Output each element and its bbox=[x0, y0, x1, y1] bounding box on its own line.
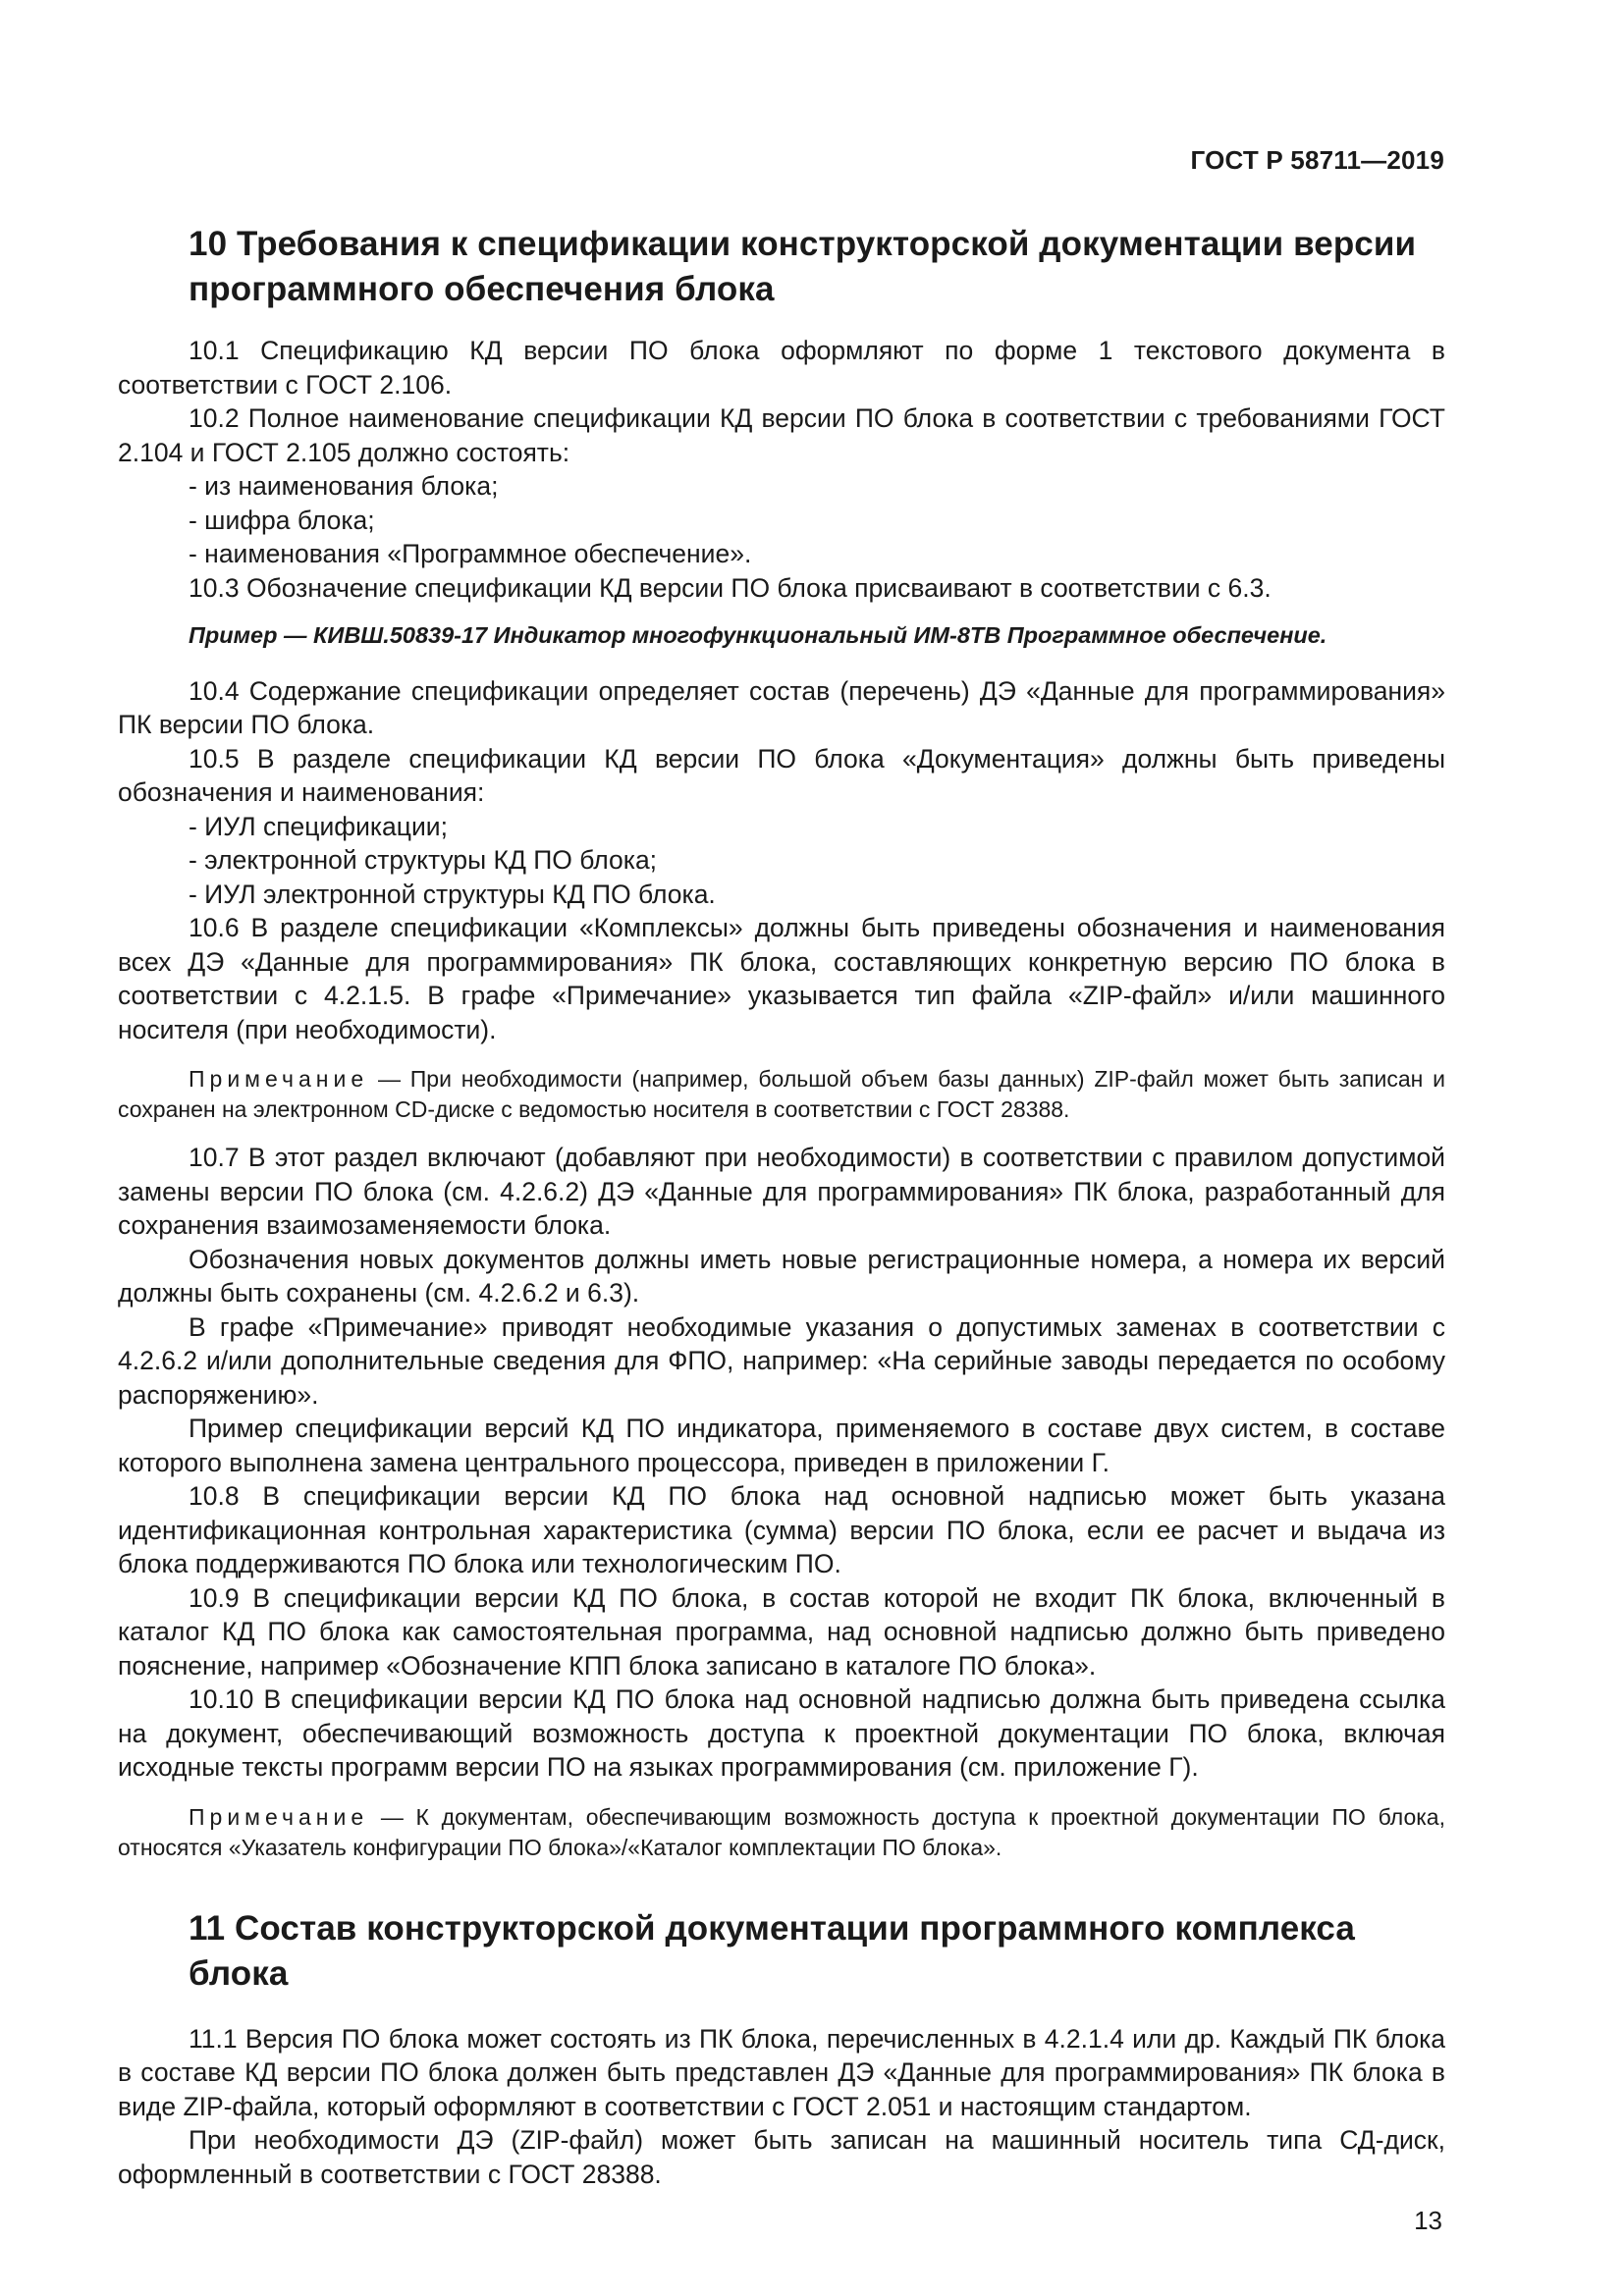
note-2 bbox=[118, 1802, 1445, 1863]
note-label: Примечание bbox=[189, 1066, 369, 1092]
note-text: — При необходимости (например, большой объем базы данных) ZIP-файл может быть записан и сохранен на электронном CD-диске с ведомостью носителя в соответствии с ГОСТ 28388. bbox=[118, 1066, 1445, 1122]
paragraph-10-2: 10.2 Полное наименование спецификации КД версии ПО блока в соответствии с требованиями ГОСТ 2.104 и ГОСТ 2.105 должно состоять: bbox=[118, 403, 1445, 467]
section-11-title: 11 Состав конструкторской документации программного комплекса блока bbox=[189, 1908, 1355, 1993]
paragraph-10-3: 10.3 Обозначение спецификации КД версии ПО блока присваивают в соответствии с 6.3. bbox=[189, 572, 1272, 603]
document-id-header: ГОСТ Р 58711—2019 bbox=[1190, 145, 1444, 175]
paragraph-10-10: 10.10 В спецификации версии КД ПО блока над основной надписью должна быть приведена ссылка на документ, обеспечивающий возможность доступа к проектной документации ПО блока, включая исходные тексты программ версии ПО на языках программирования (см. приложение Г). bbox=[118, 1684, 1445, 1782]
paragraph-10-4: 10.4 Содержание спецификации определяет состав (перечень) ДЭ «Данные для программирования» ПК версии ПО блока. bbox=[118, 675, 1445, 739]
page-number: 13 bbox=[1414, 2206, 1442, 2235]
note-1 bbox=[118, 1064, 1445, 1125]
paragraph-11-1b: При необходимости ДЭ (ZIP-файл) может быть записан на машинный носитель типа СД-диск, оформленный в соответствии с ГОСТ 28388. bbox=[118, 2125, 1445, 2189]
list-item: - наименования «Программное обеспечение». bbox=[189, 539, 752, 568]
paragraph-11-1: 11.1 Версия ПО блока может состоять из ПК блока, перечисленных в 4.2.1.4 или др. Каждый ПК блока в составе КД версии ПО блока должен быть представлен ДЭ «Данные для программирования» ПК блока в виде ZIP-файла, который оформляют в соответствии с ГОСТ 2.051 и настоящим стандартом. bbox=[118, 2023, 1445, 2121]
page-content bbox=[118, 222, 1445, 2191]
list-item: - из наименования блока; bbox=[189, 471, 499, 501]
example-paragraph: Пример — КИВШ.50839-17 Индикатор многофункциональный ИМ-8ТВ Программное обеспечение. bbox=[189, 622, 1327, 648]
paragraph-10-7c: В графе «Примечание» приводят необходимые указания о допустимых заменах в соответствии с 4.2.6.2 и/или дополнительные сведения для ФПО, например: «На серийные заводы передается по особому распоряжению». bbox=[118, 1311, 1445, 1410]
paragraph-10-7b: Обозначения новых документов должны иметь новые регистрационные номера, а номера их версий должны быть сохранены (см. 4.2.6.2 и 6.3). bbox=[118, 1244, 1445, 1308]
section-10-title: 10 Требования к спецификации конструкторской документации версии программного обеспечения блока bbox=[189, 225, 1417, 308]
list-item: - шифра блока; bbox=[189, 505, 375, 535]
paragraph-10-5: 10.5 В разделе спецификации КД версии ПО блока «Документация» должны быть приведены обозначения и наименования: bbox=[118, 743, 1445, 807]
paragraph-10-8: 10.8 В спецификации версии КД ПО блока над основной надписью может быть указана идентификационная контрольная характеристика (сумма) версии ПО блока, если ее расчет и выдача из блока поддерживаются ПО блока или технологическим ПО. bbox=[118, 1481, 1445, 1578]
list-item: - ИУЛ спецификации; bbox=[189, 811, 448, 841]
paragraph-10-7: 10.7 В этот раздел включают (добавляют при необходимости) в соответствии с правилом допустимой замены версии ПО блока (см. 4.2.6.2) ДЭ «Данные для программирования» ПК блока, разработанный для сохранения взаимозаменяемости блока. bbox=[118, 1143, 1445, 1240]
paragraph-10-7d: Пример спецификации версий КД ПО индикатора, применяемого в составе двух систем, в составе которого выполнена замена центрального процессора, приведен в приложении Г. bbox=[118, 1414, 1445, 1477]
paragraph-10-6: 10.6 В разделе спецификации «Комплексы» должны быть приведены обозначения и наименования всех ДЭ «Данные для программирования» ПК блока, составляющих конкретную версию ПО блока в соответствии с 4.2.1.5. В графе «Примечание» указывается тип файла «ZIP-файл» и/или машинного носителя (при необходимости). bbox=[118, 913, 1445, 1044]
note-text: — К документам, обеспечивающим возможность доступа к проектной документации ПО блока, относятся «Указатель конфигурации ПО блока»/«Каталог комплектации ПО блока». bbox=[118, 1803, 1445, 1860]
paragraph-10-1: 10.1 Спецификацию КД версии ПО блока оформляют по форме 1 текстового документа в соответствии с ГОСТ 2.106. bbox=[118, 336, 1445, 400]
paragraph-10-9: 10.9 В спецификации версии КД ПО блока, в состав которой не входит ПК блока, включенный в каталог КД ПО блока как самостоятельная программа, над основной надписью должно быть приведено пояснение, например «Обозначение КПП блока записано в каталоге ПО блока». bbox=[118, 1582, 1445, 1681]
list-item: - электронной структуры КД ПО блока; bbox=[189, 845, 658, 875]
note-label: Примечание bbox=[189, 1803, 369, 1830]
list-item: - ИУЛ электронной структуры КД ПО блока. bbox=[189, 879, 716, 909]
